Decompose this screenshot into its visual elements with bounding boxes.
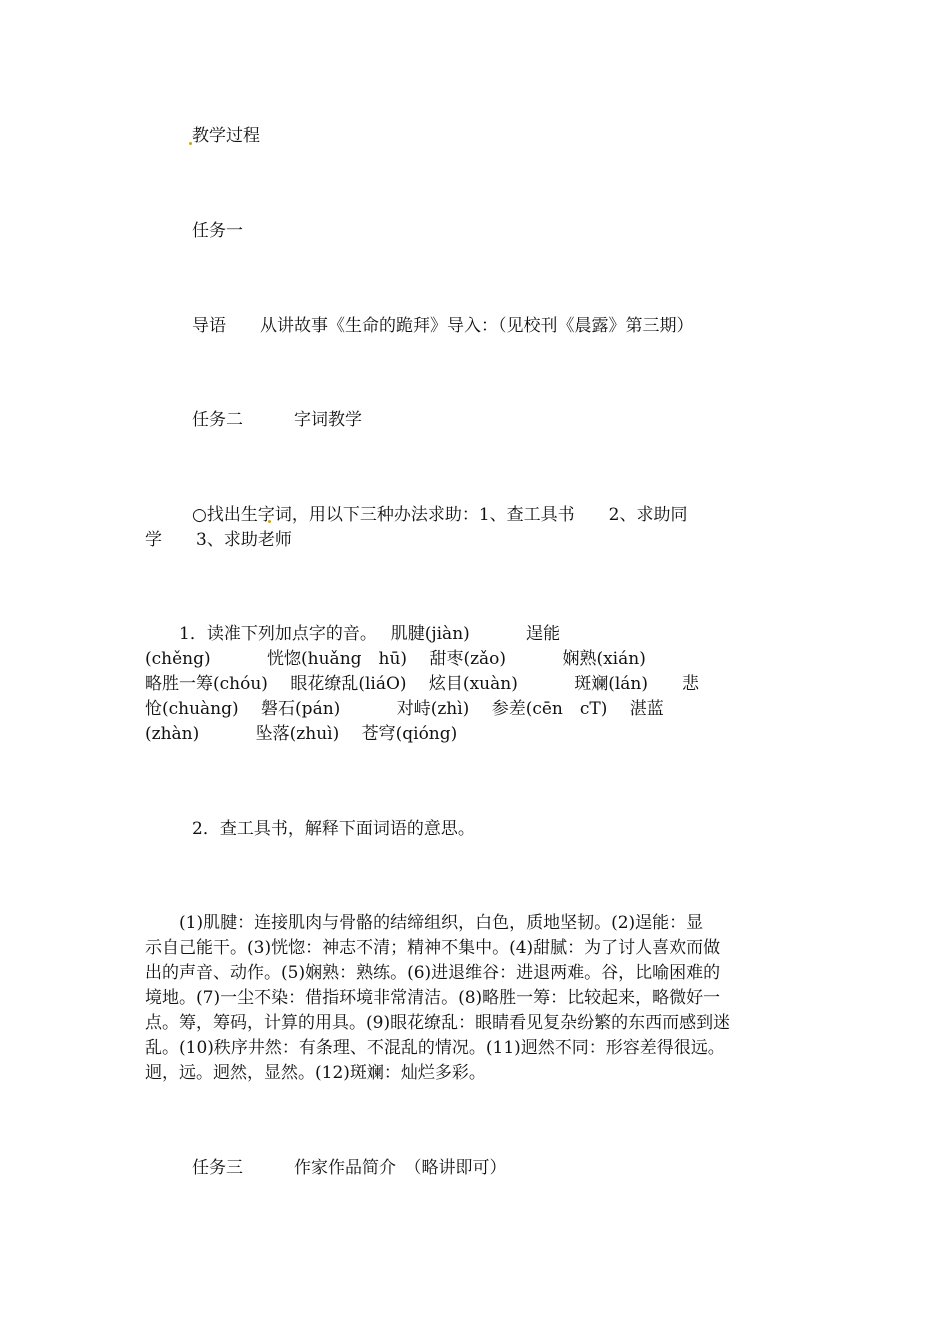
heading: 教学过程 xyxy=(192,126,260,146)
task-three: 任务三 作家作品简介 （略讲即可） xyxy=(192,1158,507,1178)
find-words-line-1: ○找出生字词，用以下三种办法求助：1、查工具书 2、求助同 xyxy=(192,505,688,525)
definition-line: 出的声音、动作。(5)娴熟：熟练。(6)进退维谷：进退两难。谷，比喻困难的 xyxy=(145,963,721,983)
question-1-line: (chěng) 恍惚(huǎng hū) 甜枣(zǎo) 娴熟(xián) xyxy=(145,649,646,669)
question-1-line: 怆(chuàng) 磐石(pán) 对峙(zhì) 参差(cēn cT) 湛蓝 xyxy=(145,699,664,719)
question-1-line: 1．读准下列加点字的音。 肌腱(jiàn) 逞能 xyxy=(145,624,561,644)
question-1-line: (zhàn) 坠落(zhuì) 苍穹(qióng) xyxy=(145,724,458,744)
definition-line: 迥，远。迥然，显然。(12)斑斓：灿烂多彩。 xyxy=(145,1063,486,1083)
definition-line: 点。筹，筹码，计算的用具。(9)眼花缭乱：眼睛看见复杂纷繁的东西而感到迷 xyxy=(145,1013,731,1033)
question-2: 2．查工具书，解释下面词语的意思。 xyxy=(192,819,475,839)
definition-line: 境地。(7)一尘不染：借指环境非常清洁。(8)略胜一筹：比较起来，略微好一 xyxy=(145,988,721,1008)
question-1-line: 略胜一筹(chóu) 眼花缭乱(liáO) 炫目(xuàn) 斑斓(lán) 悲 xyxy=(145,674,700,694)
find-words-line-2: 学 3、求助老师 xyxy=(145,530,292,550)
intro-line: 导语 从讲故事《生命的跪拜》导入：（见校刊《晨露》第三期） xyxy=(192,316,694,336)
definition-line: (1)肌腱：连接肌肉与骨骼的结缔组织，白色，质地坚韧。(2)逞能：显 xyxy=(145,913,704,933)
task-one: 任务一 xyxy=(192,221,243,241)
definition-line: 乱。(10)秩序井然：有条理、不混乱的情况。(11)迥然不同：形容差得很远。 xyxy=(145,1038,725,1058)
task-two: 任务二 字词教学 xyxy=(192,410,362,430)
definition-line: 示自己能干。(3)恍惚：神志不清；精神不集中。(4)甜腻：为了讨人喜欢而做 xyxy=(145,938,721,958)
